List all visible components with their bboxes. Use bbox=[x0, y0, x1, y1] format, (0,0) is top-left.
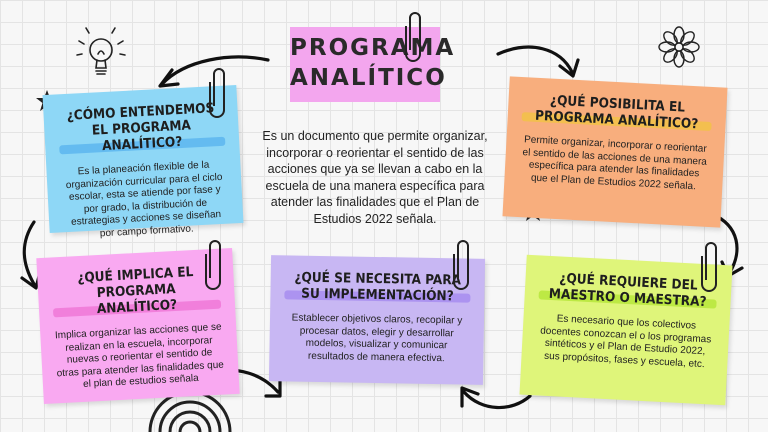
card-body: Implica organizar las acciones que se realizan en la escuela, incorporar nuevas o reorientar el sentido de otras para atender las finalidades que el plan de estudios señala bbox=[54, 321, 225, 390]
paperclip-icon bbox=[204, 238, 226, 290]
card-heading bbox=[538, 269, 717, 310]
title-line-1: PROGRAMA bbox=[290, 35, 456, 61]
card-body: Es la planeación flexible de la organización curricular para el ciclo escolar, esta se atiende por fase y por grado, la distribución de estrategias y acciones se diseñan por campo formativo. bbox=[65, 159, 223, 239]
definition-text: Es un documento que permite organizar, incorporar o reorientar el sentido de las acciones que ya se llevan a cabo en la escuela de una manera específica para atender las finalidades que el Plan de Estudios 2022 señala. bbox=[262, 129, 488, 226]
card-heading-text: ¿QUÉ SE NECESITA PARA SU IMPLEMENTACIÓN? bbox=[294, 269, 462, 305]
card-heading bbox=[57, 100, 225, 157]
paperclip-icon bbox=[700, 240, 722, 292]
card-body: Establecer objetivos claros, recopilar y procesar datos, elegir y desarrollar modelos, visualizar y comunicar resultados de manera efectiva. bbox=[291, 312, 463, 364]
paperclip-icon bbox=[208, 66, 230, 118]
card-que-posibilita bbox=[502, 76, 727, 227]
paperclip-icon bbox=[452, 238, 474, 290]
title-line-2: ANALÍTICO bbox=[290, 65, 447, 91]
card-heading bbox=[284, 269, 471, 304]
card-heading-text: ¿CÓMO ENTENDEMOS EL PROGRAMA ANALÍTICO? bbox=[66, 100, 215, 155]
card-heading-text: ¿QUÉ IMPLICA EL PROGRAMA ANALÍTICO? bbox=[76, 264, 194, 318]
card-body: Permite organizar, incorporar o reorientar el sentido de las acciones de una manera específica para atender las finalidades que el Plan de Estudios 2022 señala. bbox=[522, 134, 708, 192]
card-heading bbox=[521, 91, 712, 133]
card-heading-text: ¿QUÉ REQUIERE DEL MAESTRO O MAESTRA? bbox=[548, 270, 707, 311]
card-body: Es necesario que los colectivos docentes conozcan el o los programas sintéticos y el Plan de Estudio 2022, sus propósitos, fases y escuela, etc. bbox=[539, 313, 712, 370]
card-heading-text: ¿QUÉ POSIBILITA EL PROGRAMA ANALÍTICO? bbox=[534, 92, 699, 133]
paperclip-icon bbox=[404, 10, 426, 62]
card-heading bbox=[51, 263, 221, 320]
